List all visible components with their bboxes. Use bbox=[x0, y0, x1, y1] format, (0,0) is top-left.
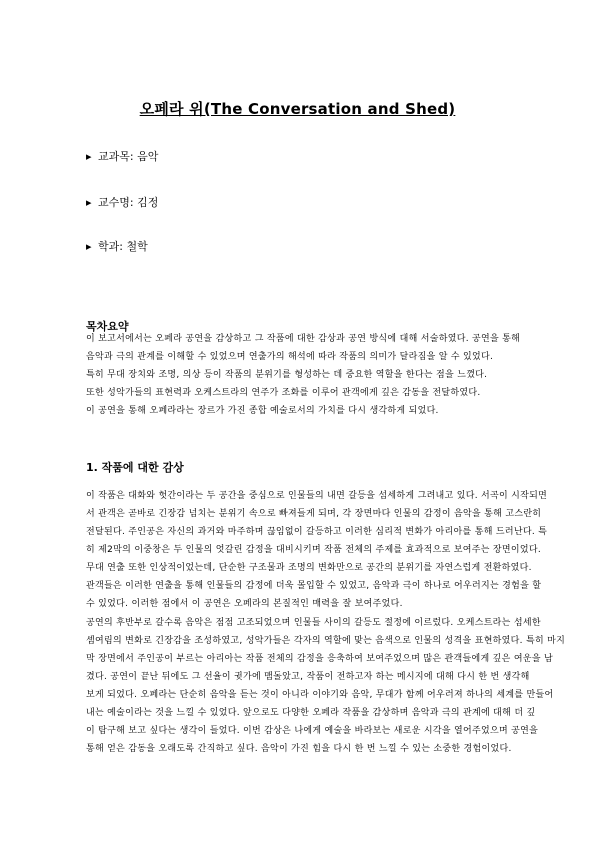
body-line: 내는 예술이라는 것을 느낄 수 있었다. 앞으로도 다양한 오페라 작품을 감상하며 음악과 극의 관계에 대해 더 깊 bbox=[86, 708, 536, 718]
body-line: 공연의 후반부로 갈수록 음악은 점점 고조되었으며 인물들 사이의 갈등도 절정에 이르렀다. 오케스트라는 섬세한 bbox=[86, 618, 541, 628]
body-line: 무대 연출 또한 인상적이었는데, 단순한 구조물과 조명의 변화만으로 공간의 분위기를 자연스럽게 전환하였다. bbox=[86, 563, 532, 573]
section-heading: 1. 작품에 대한 감상 bbox=[86, 461, 184, 474]
info-department-text: 학과: 철학 bbox=[98, 240, 148, 253]
body-line: 이 작품은 대화와 헛간이라는 두 공간을 중심으로 인물들의 내면 갈등을 섬세하게 그려내고 있다. 서곡이 시작되면 bbox=[86, 491, 548, 501]
body-line: 셈여림의 변화로 긴장감을 조성하였고, 성악가들은 각자의 역할에 맞는 음색으로 인물의 성격을 표현하였다. 특히 마지 bbox=[86, 636, 566, 646]
abstract-heading: 목차요약 bbox=[86, 320, 129, 333]
bullet-icon: ▸ bbox=[86, 150, 92, 163]
body-line: 보게 되었다. 오페라는 단순히 음악을 듣는 것이 아니라 이야기와 음악, 무대가 함께 어우러져 하나의 세계를 만들어 bbox=[86, 690, 554, 700]
document-title: 오페라 위(The Conversation and Shed) bbox=[139, 100, 456, 118]
body-line: 관객들은 이러한 연출을 통해 인물들의 감정에 더욱 몰입할 수 있었고, 음악과 극이 하나로 어우러지는 경험을 할 bbox=[86, 581, 542, 591]
body-line: 수 있었다. 이러한 점에서 이 공연은 오페라의 본질적인 매력을 잘 보여주었다. bbox=[86, 599, 403, 609]
bullet-icon: ▸ bbox=[86, 196, 92, 209]
body-line: 전달된다. 주인공은 자신의 과거와 마주하며 끊임없이 갈등하고 이러한 심리적 변화가 아리아를 통해 드러난다. 특 bbox=[86, 527, 548, 537]
info-professor-text: 교수명: 김정 bbox=[98, 196, 159, 209]
abstract-line: 특히 무대 장치와 조명, 의상 등이 작품의 분위기를 형성하는 데 중요한 역할을 한다는 점을 느꼈다. bbox=[86, 370, 488, 380]
bullet-icon: ▸ bbox=[86, 240, 92, 253]
info-course bbox=[86, 148, 158, 164]
body-line: 이 탐구해 보고 싶다는 생각이 들었다. 이번 감상은 나에게 예술을 바라보는 새로운 시각을 열어주었으며 공연을 bbox=[86, 726, 539, 736]
body-line: 통해 얻은 감동을 오래도록 간직하고 싶다. 음악이 가진 힘을 다시 한 번 느낄 수 있는 소중한 경험이었다. bbox=[86, 744, 512, 754]
abstract-line: 또한 성악가들의 표현력과 오케스트라의 연주가 조화를 이루어 관객에게 깊은 감동을 전달하였다. bbox=[86, 388, 481, 398]
abstract-line: 이 공연을 통해 오페라라는 장르가 가진 종합 예술로서의 가치를 다시 생각하게 되었다. bbox=[86, 406, 439, 416]
abstract-line: 이 보고서에서는 오페라 공연을 감상하고 그 작품에 대한 감상과 공연 방식에 대해 서술하였다. 공연을 통해 bbox=[86, 334, 521, 344]
body-line: 히 제2막의 이중창은 두 인물의 엇갈린 감정을 대비시키며 작품 전체의 주제를 효과적으로 보여주는 장면이었다. bbox=[86, 545, 542, 555]
info-department bbox=[86, 238, 148, 254]
abstract-line: 음악과 극의 관계를 이해할 수 있었으며 연출가의 해석에 따라 작품의 의미가 달라짐을 알 수 있었다. bbox=[86, 352, 494, 362]
info-course-text: 교과목: 음악 bbox=[98, 150, 159, 163]
body-line: 겼다. 공연이 끝난 뒤에도 그 선율이 귓가에 맴돌았고, 작품이 전하고자 하는 메시지에 대해 다시 한 번 생각해 bbox=[86, 672, 530, 682]
body-line: 막 장면에서 주인공이 부르는 아리아는 작품 전체의 감정을 응축하여 보여주었으며 많은 관객들에게 깊은 여운을 남 bbox=[86, 654, 553, 664]
body-line: 서 관객은 곧바로 긴장감 넘치는 분위기 속으로 빠져들게 되며, 각 장면마다 인물의 감정이 음악을 통해 고스란히 bbox=[86, 509, 542, 519]
info-professor bbox=[86, 194, 158, 210]
